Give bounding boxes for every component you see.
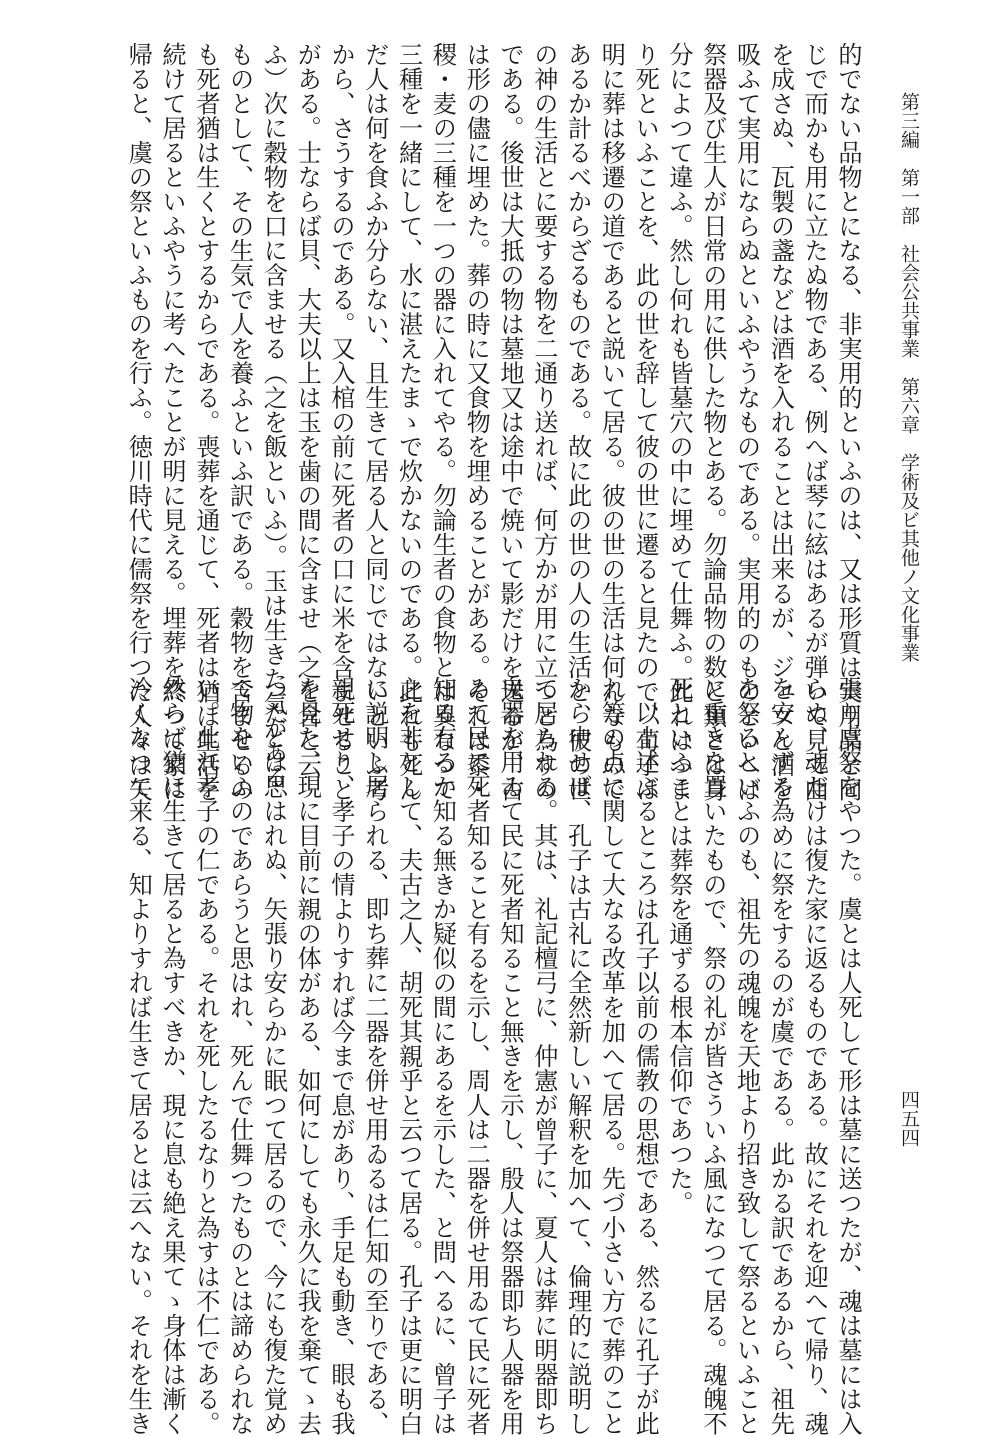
text-column: て物をいふのであらうと思はれ、死んで仕舞つたものとは諦められな bbox=[225, 676, 254, 1436]
text-column: じで而かも用に立たぬ物である、例へば琴に絃はあるが弾いて見て曲 bbox=[800, 42, 829, 802]
text-column: 以上述ぶるところは孔子以前の儒教の思想である、然るに孔子が此 bbox=[631, 676, 660, 1436]
text-column: 明に葬は移遷の道であると説いて居る。彼の世の生活は何んなもので bbox=[597, 42, 626, 802]
text-column: 稷・麦の三種を一つの器に入れてやる。勿論生者の食物とは異なつて bbox=[428, 42, 457, 802]
text-column: 知る有るか知る無きか疑似の間にあるを示した、と問へるに、曾子は bbox=[428, 676, 457, 1436]
text-column: 之を非として、夫古之人、胡死其親乎と云つて居る。孔子は更に明白 bbox=[394, 676, 423, 1436]
text-column: 張り虞祭をやつた。虞とは人死して形は墓に送つたが、魂は墓には入 bbox=[834, 676, 862, 1436]
text-column: つたとは思はれぬ、矢張り安らかに眠つて居るので、今にも復た覚め bbox=[259, 676, 288, 1436]
text-column: 三種を一緒にして、水に湛えたまゝで炊かないのである。此れも死ん bbox=[394, 42, 423, 802]
text-column: 鬼器を用ゐて民に死者知ること無きを示し、殷人は祭器即ち人器を用 bbox=[496, 676, 524, 1436]
text-column: 親死せり、孝子の情よりすれば今まで息があり、手足も動き、眼も我 bbox=[327, 676, 355, 1436]
text-column: い。此れ孝子の仁である。それを死したるなりと為すは不仁である。 bbox=[191, 676, 220, 1436]
text-column: 続けて居るといふやうに考へたことが明に見える。埋葬を終つて家に bbox=[158, 42, 186, 802]
text-column: に重きを置いたもので、祭の礼が皆さういふ風になつて居る。魂魄不 bbox=[698, 676, 727, 1436]
text-column: も死者猶は生くとするからである。喪葬を通じて、死者は猶ほ生活を bbox=[191, 42, 220, 802]
text-column: り死といふことを、此の世を辞して彼の世に遷ると見たので、荀子は bbox=[631, 42, 660, 802]
running-header: 第三編 第一部 社会公共事業 第六章 学術及ビ其他ノ文化事業 bbox=[898, 92, 920, 662]
text-column: から、さうするのである。又入棺の前に死者の口に米を含ませること bbox=[327, 42, 355, 802]
text-column: 冷くなつて来る、知よりすれば生きて居るとは云へない。それを生き bbox=[124, 676, 153, 1436]
text-column: の神の生活とに要する物を二通り送れば、何方かが用に立つと為すの bbox=[529, 42, 558, 802]
text-column: らぬ、魂だけは復た家に返るものである。故にそれを迎へて帰り、魂 bbox=[800, 676, 829, 1436]
text-column: て居られる。其は、礼記檀弓に、仲憲が曾子に、夏人は葬に明器即ち bbox=[529, 676, 558, 1436]
text-column: 分によつて違ふ。然し何れも皆墓穴の中に埋めて仕舞ふ。此れはつま bbox=[665, 42, 693, 802]
text-column: 然らば猶ほ生きて居ると為すべきか、現に息も絶え果てゝ身体は漸く bbox=[158, 676, 186, 1436]
text-column: 吸ふて実用にならぬといふやうなものである。実用的のものといへば bbox=[732, 42, 761, 802]
text-column: だ人は何を食ふか分らない、且生きて居る人と同じではないといふ考 bbox=[360, 42, 389, 802]
text-column: に説明し居られる、即ち葬に二器を併せ用ゐるは仁知の至りである、 bbox=[360, 676, 389, 1436]
text-column: がある。士ならば貝、大夫以上は玉を歯の間に含ませ（之を含と云 bbox=[293, 42, 322, 777]
text-column: を安んずる為めに祭をするのが虞である。此かる訳であるから、祖先 bbox=[766, 676, 795, 1436]
text-column: を見た、現に目前に親の体がある、如何にしても永久に我を棄てゝ去 bbox=[293, 676, 322, 1436]
text-column: れ等の点に関して大なる改革を加へて居る。先づ小さい方で葬のこと bbox=[597, 676, 626, 1436]
text-column: 死といふことは葬祭を通ずる根本信仰であつた。 bbox=[665, 676, 693, 1215]
text-column: 祭器及び生人が日常の用に供した物とある。勿論品物の数と類とは身 bbox=[698, 42, 727, 802]
text-column: である。後世は大抵の物は墓地又は途中で焼いて影だけを送るが、古 bbox=[496, 42, 524, 802]
text-column: を祭るといふのも、祖先の魂魄を天地より招き致して祭るといふこと bbox=[732, 676, 761, 1436]
text-column: 的でない品物とになる、非実用的といふのは、又は形質は実用品と同 bbox=[834, 42, 862, 802]
text-column: 帰ると、虞の祭といふものを行ふ。徳川時代に儒祭を行つた人々は矢 bbox=[124, 42, 153, 802]
text-column: ふ）次に穀物を口に含ませる（之を飯といふ）。玉は生きた気がある bbox=[259, 42, 288, 790]
text-column: を成さぬ、瓦製の盞などは酒を入れることは出来るが、ジュツと酒を bbox=[766, 42, 795, 802]
page-number: 四五四 bbox=[898, 1090, 920, 1147]
text-column: は形の儘に埋めた。葬の時に又食物を埋めることがある。それは黍・ bbox=[462, 42, 491, 802]
text-column: から申せば、孔子は古礼に全然新しい解釈を加へて、倫理的に説明し bbox=[563, 676, 592, 1436]
text-column: あるか計るべからざるものである。故に此の世の人の生活と、彼の世 bbox=[563, 42, 592, 802]
text-column: ものとして、その生気で人を養ふといふ訳である。穀物を含ませるの bbox=[225, 42, 254, 802]
text-column: ゐて民に死者知ること有るを示し、周人は二器を併せ用ゐて民に死者 bbox=[462, 676, 491, 1436]
